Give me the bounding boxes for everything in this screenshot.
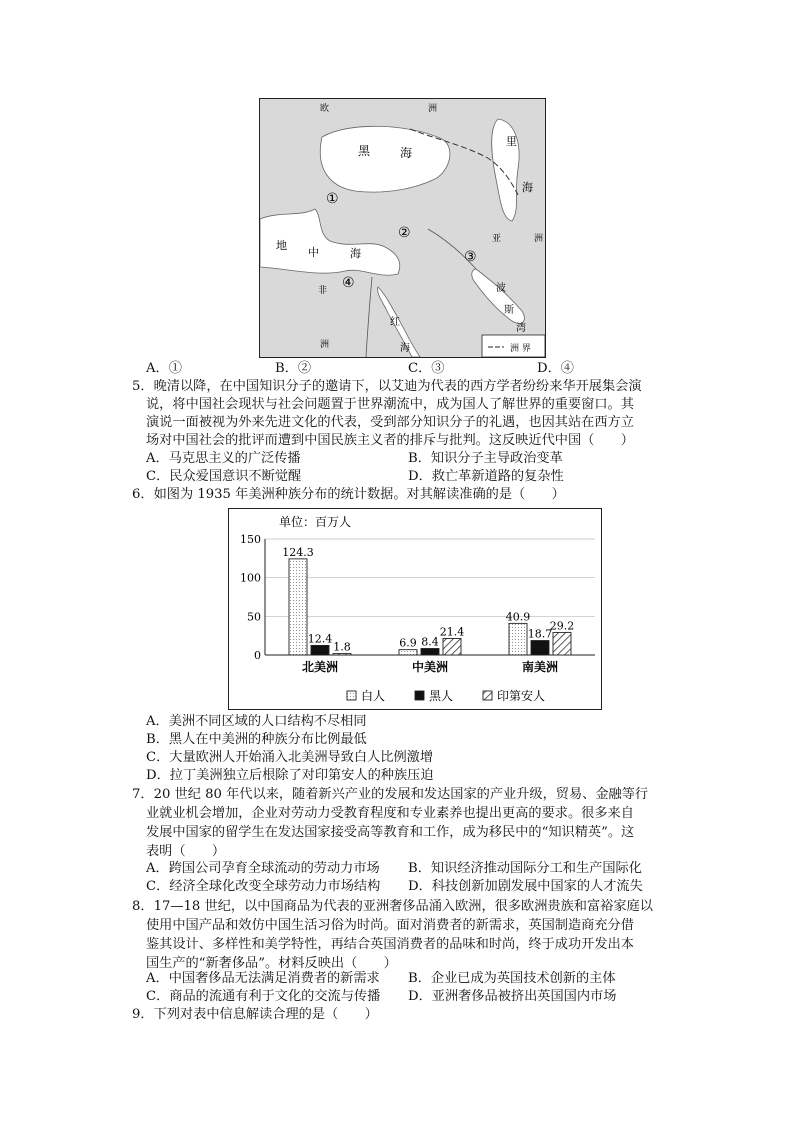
chart-data-label: 40.9 xyxy=(505,610,531,624)
chart-data-label: 18.7 xyxy=(527,627,553,641)
chart-bar xyxy=(333,654,351,655)
chart-bar xyxy=(289,559,307,655)
q5-option-d[interactable]: D．救亡革新道路的复杂性 xyxy=(408,469,564,484)
q4-option-b[interactable]: B．② xyxy=(275,361,312,376)
chart-legend-swatch xyxy=(415,691,424,700)
chart-legend-swatch xyxy=(347,691,356,700)
bar-chart xyxy=(228,508,602,710)
chart-x-tick-label: 南美洲 xyxy=(521,660,559,674)
chart-unit-title: 单位：百万人 xyxy=(279,515,352,529)
chart-y-tick-label: 0 xyxy=(254,649,261,662)
q6-stem: 6．如图为 1935 年美洲种族分布的统计数据。对其解读准确的是（ ） xyxy=(132,487,565,502)
map-label-africa-1: 非 xyxy=(318,286,328,296)
nile-river xyxy=(366,277,372,357)
map-marker-2: ② xyxy=(398,225,411,241)
map-figure xyxy=(259,98,546,358)
q8-option-a[interactable]: A．中国奢侈品无法满足消费者的新需求 xyxy=(146,971,380,986)
chart-bar xyxy=(553,632,571,655)
map-marker-1: ① xyxy=(326,191,339,207)
q5-stem-line-4: 场对中国社会的批评而遭到中国民族主义者的排斥与批判。这反映近代中国（ ） xyxy=(146,433,634,448)
q7-stem-line-2: 业就业机会增加，企业对劳动力受教育程度和专业素养也提出更高的要求。很多来自 xyxy=(146,806,634,821)
chart-data-label: 29.2 xyxy=(549,619,575,633)
q8-option-b[interactable]: B．企业已成为英国技术创新的主体 xyxy=(408,971,616,986)
map-label-europe: 欧 xyxy=(320,104,330,114)
map-label-europe2: 洲 xyxy=(428,104,438,114)
q7-stem-line-1: 7．20 世纪 80 年代以来，随着新兴产业的发展和发达国家的产业升级，贸易、金融等行 xyxy=(132,787,649,802)
chart-data-label: 21.4 xyxy=(439,625,465,639)
chart-x-tick-label: 北美洲 xyxy=(301,660,339,674)
map-label-red-sea-1: 红 xyxy=(390,317,400,328)
chart-data-label: 8.4 xyxy=(421,635,439,649)
chart-x-tick-label: 中美洲 xyxy=(411,660,449,674)
q7-option-a[interactable]: A．跨国公司孕育全球流动的劳动力市场 xyxy=(146,861,380,876)
chart-y-tick-label: 100 xyxy=(240,571,261,585)
q8-option-c[interactable]: C．商品的流通有利于文化的交流与传播 xyxy=(146,989,381,1004)
chart-legend-swatch xyxy=(483,691,492,700)
map-label-persian-2: 斯 xyxy=(504,305,514,316)
map-marker-4: ④ xyxy=(342,275,355,291)
chart-data-label: 12.4 xyxy=(307,632,333,646)
chart-bar xyxy=(509,623,527,655)
chart-bar xyxy=(421,649,439,655)
q4-option-d[interactable]: D．④ xyxy=(537,361,574,376)
chart-y-tick-label: 50 xyxy=(247,610,261,624)
q7-option-c[interactable]: C．经济全球化改变全球劳动力市场结构 xyxy=(146,879,381,894)
chart-bar xyxy=(531,641,549,655)
map-legend-label: 洲 界 xyxy=(510,344,531,354)
q8-stem-line-2: 使用中国产品和效仿中国生活习俗为时尚。面对消费者的新需求，英国制造商充分借 xyxy=(146,918,634,933)
q5-stem-line-3: 演说一面被视为外来先进文化的代表，受到部分知识分子的礼遇，也因其站在西方立 xyxy=(146,415,634,430)
map-marker-3: ③ xyxy=(464,249,477,265)
map-svg xyxy=(260,99,545,357)
map-label-africa-2: 洲 xyxy=(320,340,330,350)
chart-data-label: 6.9 xyxy=(399,636,417,650)
map-label-persian-1: 波 xyxy=(496,283,506,294)
map-label-caspian-1: 里 xyxy=(506,135,517,148)
chart-bar xyxy=(399,650,417,655)
q5-stem-line-1: 5．晚清以降，在中国知识分子的邀请下，以艾迪为代表的西方学者纷纷来华开展集会演 xyxy=(132,379,642,394)
chart-bar xyxy=(443,638,461,655)
persian-gulf xyxy=(472,269,525,323)
map-label-med-3: 海 xyxy=(350,247,361,260)
chart-data-label: 1.8 xyxy=(333,640,351,654)
q8-stem-line-1: 8．17—18 世纪，以中国商品为代表的亚洲奢侈品涌入欧洲，很多欧洲贵族和富裕家庭以 xyxy=(132,899,653,914)
q8-stem-line-4: 国生产的“新奢侈品”。材料反映出（ ） xyxy=(146,956,397,971)
map-label-asia-1: 亚 xyxy=(492,234,502,244)
q5-stem-line-2: 说，将中国社会现状与社会问题置于世界潮流中，成为国人了解世界的重要窗口。其 xyxy=(146,397,634,412)
q7-option-b[interactable]: B．知识经济推动国际分工和生产国际化 xyxy=(408,861,642,876)
chart-y-tick-label: 150 xyxy=(240,533,261,546)
q5-option-c[interactable]: C．民众爱国意识不断觉醒 xyxy=(146,469,302,484)
q7-stem-line-3: 发展中国家的留学生在发达国家接受高等教育和工作，成为移民中的“知识精英”。这 xyxy=(146,825,635,840)
map-label-red-sea-2: 海 xyxy=(400,343,410,354)
q8-option-d[interactable]: D．亚洲奢侈品被挤出英国国内市场 xyxy=(408,989,617,1004)
q6-option-d[interactable]: D．拉丁美洲独立后根除了对印第安人的种族压迫 xyxy=(146,768,434,783)
chart-bar xyxy=(311,645,329,655)
map-label-persian-3: 湾 xyxy=(516,323,526,334)
map-label-caspian-2: 海 xyxy=(522,181,533,194)
q8-stem-line-3: 鉴其设计、多样性和美学特性，再结合英国消费者的品味和时尚，终于成功开发出本 xyxy=(146,937,634,952)
q7-stem-line-4: 表明（ ） xyxy=(146,844,226,859)
q4-option-a[interactable]: A．① xyxy=(146,361,182,376)
q6-option-b[interactable]: B．黑人在中美洲的种族分布比例最低 xyxy=(146,732,367,747)
q6-option-a[interactable]: A．美洲不同区域的人口结构不尽相同 xyxy=(146,714,367,729)
q9-stem: 9．下列对表中信息解读合理的是（ ） xyxy=(132,1007,378,1022)
q4-option-c[interactable]: C．③ xyxy=(408,361,445,376)
map-label-asia-2: 洲 xyxy=(534,234,544,244)
map-label-med-1: 地 xyxy=(276,239,287,252)
q5-option-b[interactable]: B．知识分子主导政治变革 xyxy=(408,451,563,466)
bar-chart-svg xyxy=(229,509,601,709)
chart-legend-label: 白人 xyxy=(361,689,386,703)
q5-option-a[interactable]: A．马克思主义的广泛传播 xyxy=(146,451,301,466)
q6-option-c[interactable]: C．大量欧洲人开始涌入北美洲导致白人比例激增 xyxy=(146,750,434,765)
chart-data-label: 124.3 xyxy=(282,545,314,559)
q7-option-d[interactable]: D．科技创新加剧发展中国家的人才流失 xyxy=(408,879,643,894)
chart-legend-label: 黑人 xyxy=(429,689,454,703)
map-label-black-sea-2: 海 xyxy=(400,146,413,160)
map-label-med-2: 中 xyxy=(308,246,319,259)
chart-legend-label: 印第安人 xyxy=(497,689,546,703)
map-label-black-sea-1: 黑 xyxy=(358,144,371,158)
